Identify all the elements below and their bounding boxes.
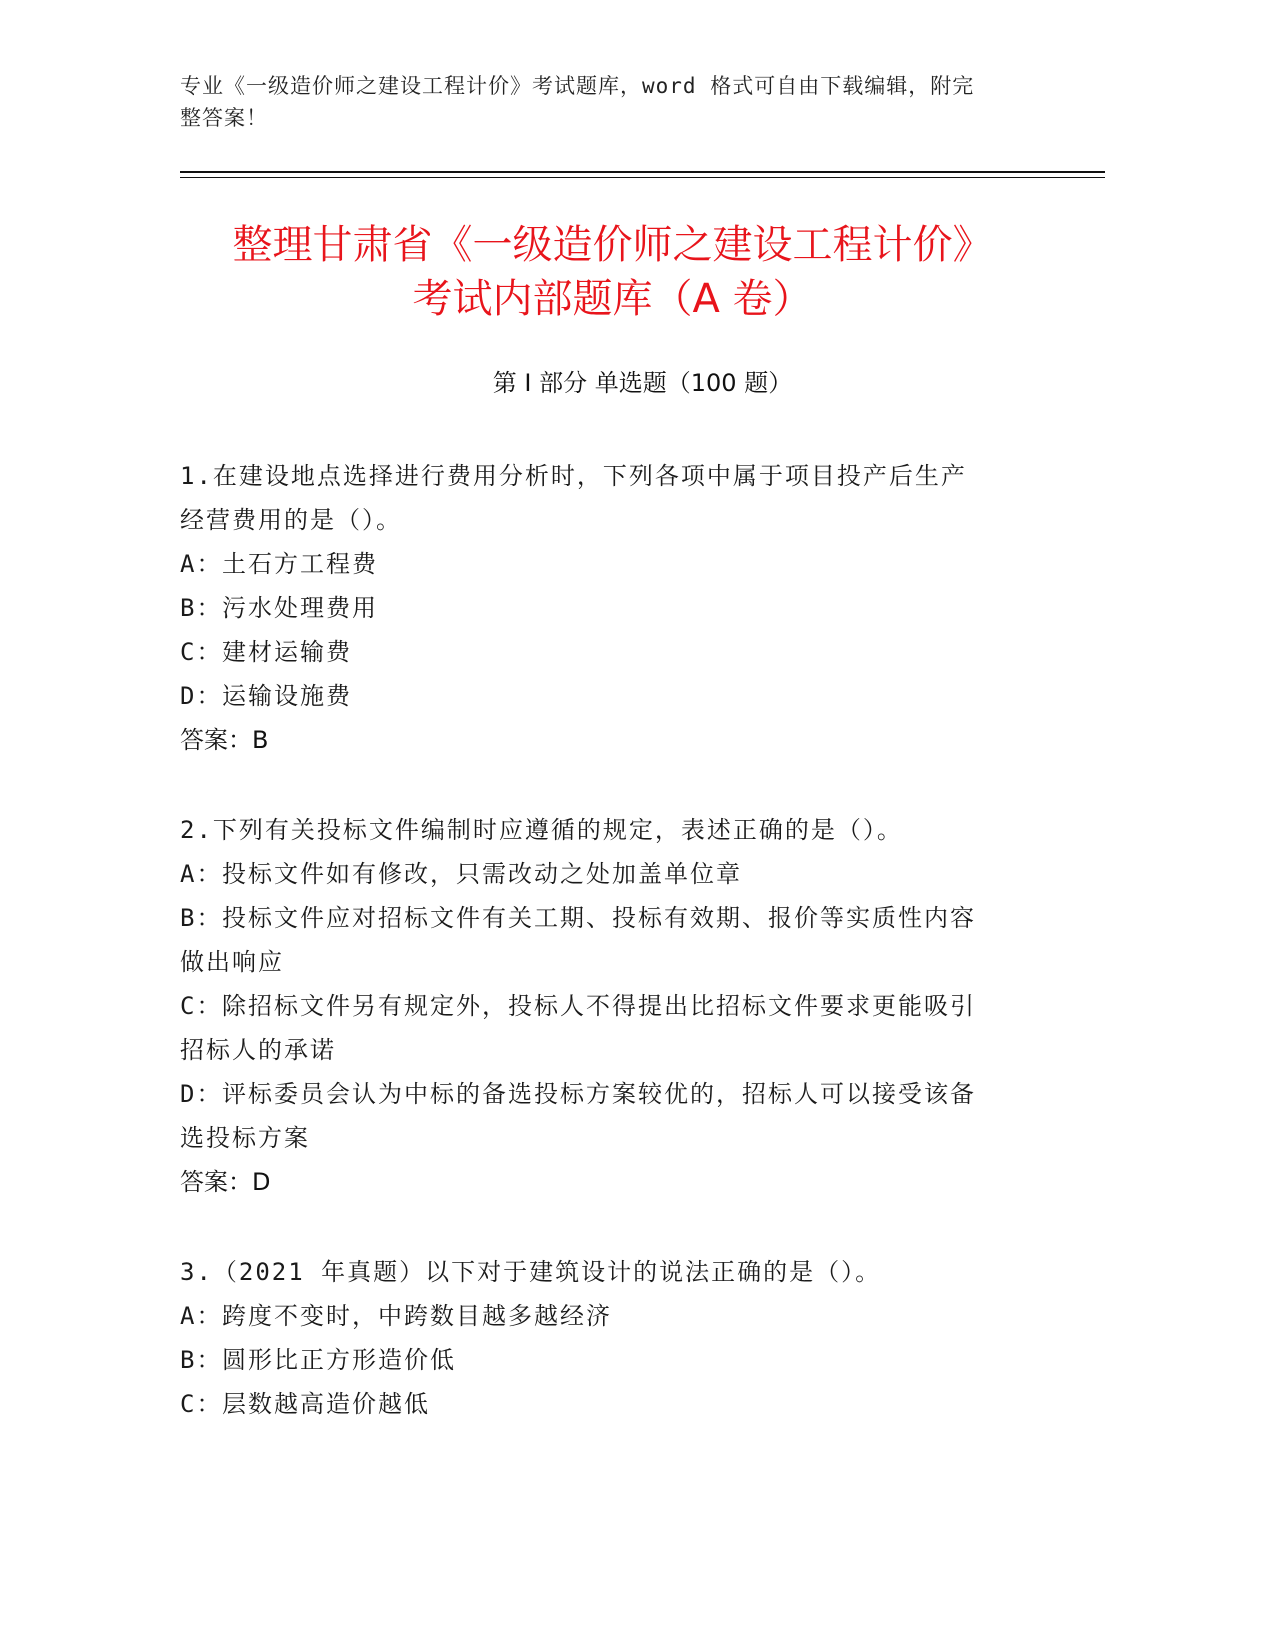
option-b xyxy=(180,1338,1050,1382)
option-key: B： xyxy=(180,1346,223,1374)
option-c xyxy=(180,1382,1050,1426)
question-stem: 2.下列有关投标文件编制时应遵循的规定，表述正确的是（）。 xyxy=(180,816,903,844)
option-d xyxy=(180,674,1050,718)
question-stem: 3.（2021 年真题）以下对于建筑设计的说法正确的是（）。 xyxy=(180,1258,882,1286)
question-2 xyxy=(180,808,1050,1204)
option-key: C： xyxy=(180,638,223,666)
option-text: 层数越高造价越低 xyxy=(222,1390,430,1418)
option-text: 投标文件应对招标文件有关工期、投标有效期、报价等实质性内容 xyxy=(222,904,976,932)
option-b xyxy=(180,586,1050,630)
option-text-continued: 选投标方案 xyxy=(180,1124,310,1152)
header-note-line1: 专业《一级造价师之建设工程计价》考试题库，word 格式可自由下载编辑，附完 xyxy=(180,74,975,98)
option-text: 除招标文件另有规定外，投标人不得提出比招标文件要求更能吸引 xyxy=(222,992,976,1020)
option-a xyxy=(180,542,1050,586)
option-text: 污水处理费用 xyxy=(222,594,378,622)
option-text: 评标委员会认为中标的备选投标方案较优的，招标人可以接受该备 xyxy=(222,1080,976,1108)
option-text: 投标文件如有修改，只需改动之处加盖单位章 xyxy=(222,860,742,888)
option-c xyxy=(180,984,1050,1072)
question-list xyxy=(180,454,1050,1472)
question-stem-continued: 经营费用的是（）。 xyxy=(180,506,402,534)
option-text: 建材运输费 xyxy=(222,638,352,666)
option-key: B： xyxy=(180,594,223,622)
question-3 xyxy=(180,1250,1050,1426)
option-text: 跨度不变时，中跨数目越多越经济 xyxy=(222,1302,612,1330)
option-key: D： xyxy=(180,1080,223,1108)
option-key: C： xyxy=(180,1390,223,1418)
document-title xyxy=(150,218,1075,326)
option-b xyxy=(180,896,1050,984)
option-a xyxy=(180,852,1050,896)
option-key: A： xyxy=(180,550,223,578)
option-key: A： xyxy=(180,860,223,888)
question-1 xyxy=(180,454,1050,762)
document-title-line2: 考试内部题库（A 卷） xyxy=(412,276,813,322)
option-key: B： xyxy=(180,904,223,932)
option-text: 运输设施费 xyxy=(222,682,352,710)
header-rule-thick xyxy=(180,171,1105,173)
section-heading: 第 I 部分 单选题（100 题） xyxy=(492,369,793,397)
option-key: D： xyxy=(180,682,223,710)
header-note xyxy=(180,70,1040,134)
option-key: A： xyxy=(180,1302,223,1330)
option-c xyxy=(180,630,1050,674)
option-a xyxy=(180,1294,1050,1338)
document-title-line1: 整理甘肃省《一级造价师之建设工程计价》 xyxy=(232,222,993,268)
answer-label: 答案：D xyxy=(180,1168,271,1196)
question-stem: 1.在建设地点选择进行费用分析时，下列各项中属于项目投产后生产 xyxy=(180,462,967,490)
option-text-continued: 招标人的承诺 xyxy=(180,1036,336,1064)
option-d xyxy=(180,1072,1050,1160)
option-text: 圆形比正方形造价低 xyxy=(222,1346,456,1374)
header-rule-thin xyxy=(180,177,1105,178)
option-text: 土石方工程费 xyxy=(222,550,378,578)
option-key: C： xyxy=(180,992,223,1020)
option-text-continued: 做出响应 xyxy=(180,948,284,976)
header-note-line2: 整答案！ xyxy=(180,106,268,130)
answer-label: 答案：B xyxy=(180,726,269,754)
